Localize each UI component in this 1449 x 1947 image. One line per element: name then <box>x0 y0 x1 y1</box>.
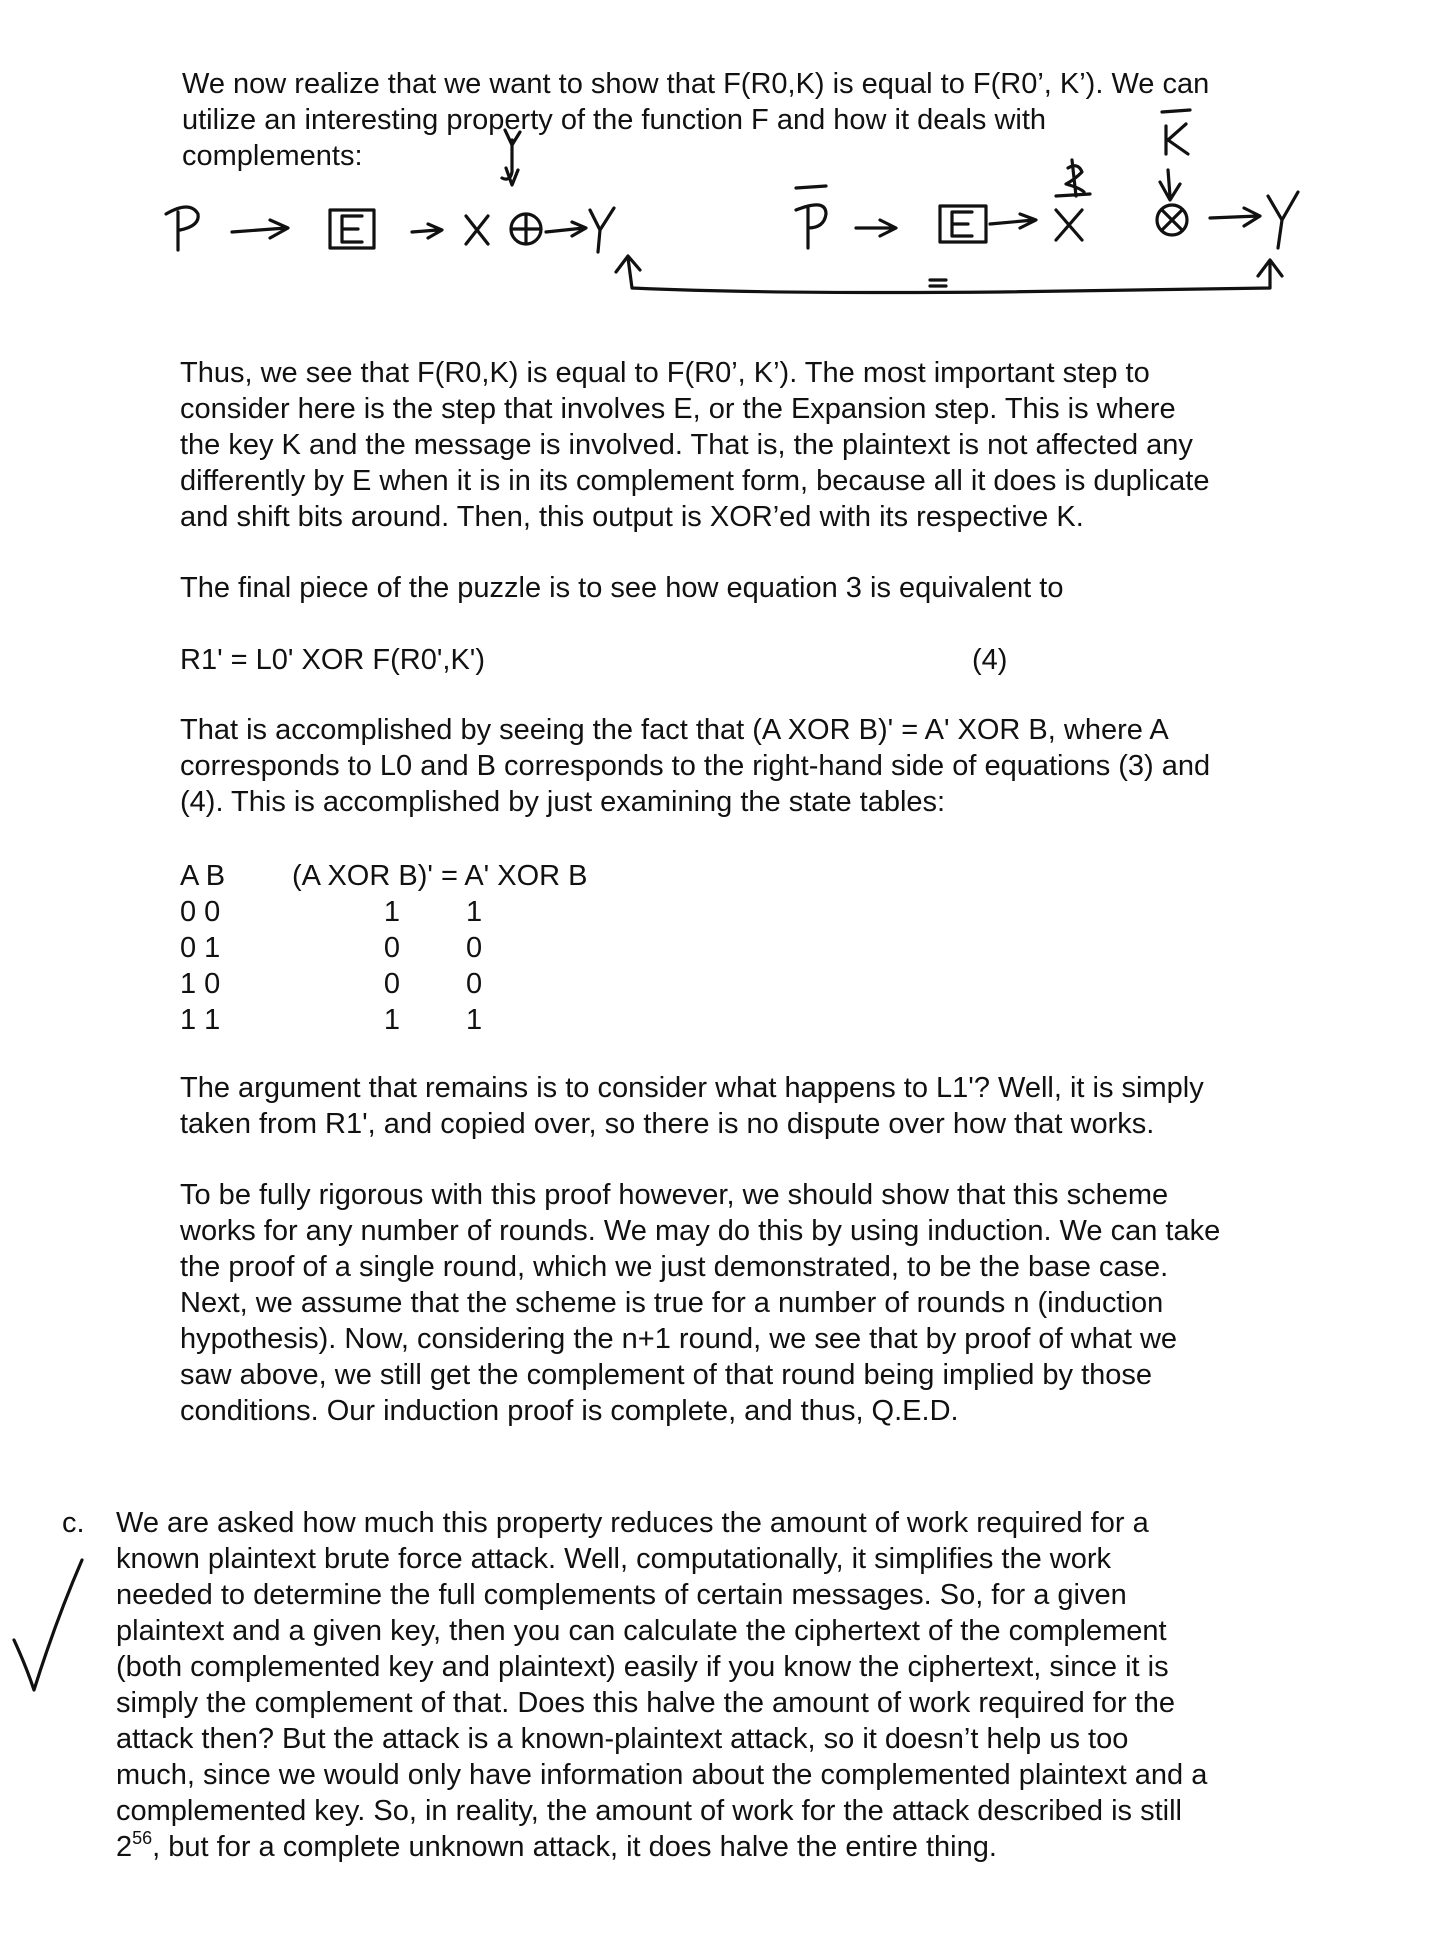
x-letter <box>466 216 488 244</box>
text-line: and shift bits around. Then, this output is XOR’ed with its respective K. <box>180 501 1084 533</box>
part-c-label: c. <box>62 1507 85 1539</box>
table-row: 0 1 0 0 <box>180 932 483 964</box>
y-letter <box>590 208 614 252</box>
text-line: the key K and the message is involved. That is, the plaintext is not affected any <box>180 429 1193 461</box>
accomplished-paragraph <box>180 712 1210 820</box>
text-line: plaintext and a given key, then you can calculate the ciphertext of the complement <box>116 1615 1167 1647</box>
text-line: utilize an interesting property of the function F and how it deals with <box>182 104 1047 136</box>
text-line: That is accomplished by seeing the fact that (A XOR B)' = A' XOR B, where A <box>180 714 1169 746</box>
equation-number: (4) <box>972 644 1008 676</box>
text-line: complements: <box>182 140 363 172</box>
p-bar-letter <box>796 205 826 248</box>
arrow-icon <box>546 222 586 236</box>
text-line: We now realize that we want to show that F(R0,K) is equal to F(R0’, K’). We can <box>182 68 1210 100</box>
arrow-icon <box>990 214 1036 228</box>
text-line: We are asked how much this property reduces the amount of work required for a <box>116 1507 1149 1539</box>
equals-sign-icon <box>930 280 946 286</box>
state-table-header: A B (A XOR B)' = A' XOR B <box>180 860 588 892</box>
arrow-icon <box>856 220 896 236</box>
rigorous-paragraph <box>180 1177 1220 1429</box>
k-bar-letter <box>1166 124 1188 154</box>
text-line: complemented key. So, in reality, the amount of work for the attack described is still <box>116 1795 1182 1827</box>
text-line: Thus, we see that F(R0,K) is equal to F(R0’, K’). The most important step to <box>180 357 1150 389</box>
text-line: (both complemented key and plaintext) easily if you know the ciphertext, since it is <box>116 1651 1169 1683</box>
table-row: 1 1 1 1 <box>180 1004 483 1036</box>
state-table <box>180 858 588 1038</box>
left-chain <box>166 207 614 252</box>
equation-4: R1' = L0' XOR F(R0',K') <box>180 644 485 676</box>
text-line: To be fully rigorous with this proof however, we should show that this scheme <box>180 1179 1169 1211</box>
final-piece-sentence: The final piece of the puzzle is to see how equation 3 is equivalent to <box>180 572 1064 604</box>
x-bar-letter <box>1056 210 1082 240</box>
text-line: much, since we would only have information about the complemented plaintext and a <box>116 1759 1208 1791</box>
arrow-icon <box>232 220 288 238</box>
part-c-paragraph <box>116 1505 1207 1865</box>
text-line: known plaintext brute force attack. Well, computationally, it simplifies the work <box>116 1543 1112 1575</box>
k-arrow-annotation <box>502 130 520 185</box>
right-chain <box>796 110 1298 248</box>
text-line: corresponds to L0 and B corresponds to the right-hand side of equations (3) and <box>180 750 1211 782</box>
text-line: works for any number of rounds. We may do this by using induction. We can take <box>180 1215 1221 1247</box>
table-row: 0 0 1 1 <box>180 896 483 928</box>
y-letter <box>1268 192 1298 248</box>
table-row: 1 0 0 0 <box>180 968 483 1000</box>
text-line: hypothesis). Now, considering the n+1 round, we see that by proof of what we <box>180 1323 1178 1355</box>
text-line: consider here is the step that involves E, or the Expansion step. This is where <box>180 393 1176 425</box>
text-line-last: $2^{56}$, but for a complete unknown attack, it does halve the entire thing. <box>116 1828 997 1863</box>
handwritten-diagram <box>0 0 1449 320</box>
thus-paragraph <box>180 355 1209 535</box>
text-line: differently by E when it is in its complement form, because all it does is duplicate <box>180 465 1210 497</box>
exponent: 56 <box>132 1828 153 1848</box>
text-line: taken from R1', and copied over, so there is no dispute over how that works. <box>180 1108 1155 1140</box>
remains-paragraph <box>180 1070 1204 1142</box>
text-line: simply the complement of that. Does this halve the amount of work required for the <box>116 1687 1176 1719</box>
text-line: Next, we assume that the scheme is true for a number of rounds n (induction <box>180 1287 1164 1319</box>
equality-bracket <box>616 256 1282 293</box>
arrow-icon <box>1210 208 1260 226</box>
p-letter <box>166 207 198 250</box>
arrow-icon <box>412 224 442 238</box>
text-line: The argument that remains is to consider what happens to L1'? Well, it is simply <box>180 1072 1204 1104</box>
text-line: needed to determine the full complements of certain messages. So, for a given <box>116 1579 1127 1611</box>
text-line: attack then? But the attack is a known-plaintext attack, so it doesn’t help us too <box>116 1723 1129 1755</box>
text-line: the proof of a single round, which we just demonstrated, to be the base case. <box>180 1251 1169 1283</box>
text-line: saw above, we still get the complement of that round being implied by those <box>180 1359 1153 1391</box>
text-line: (4). This is accomplished by just examining the state tables: <box>180 786 946 818</box>
text-line: conditions. Our induction proof is complete, and thus, Q.E.D. <box>180 1395 959 1427</box>
